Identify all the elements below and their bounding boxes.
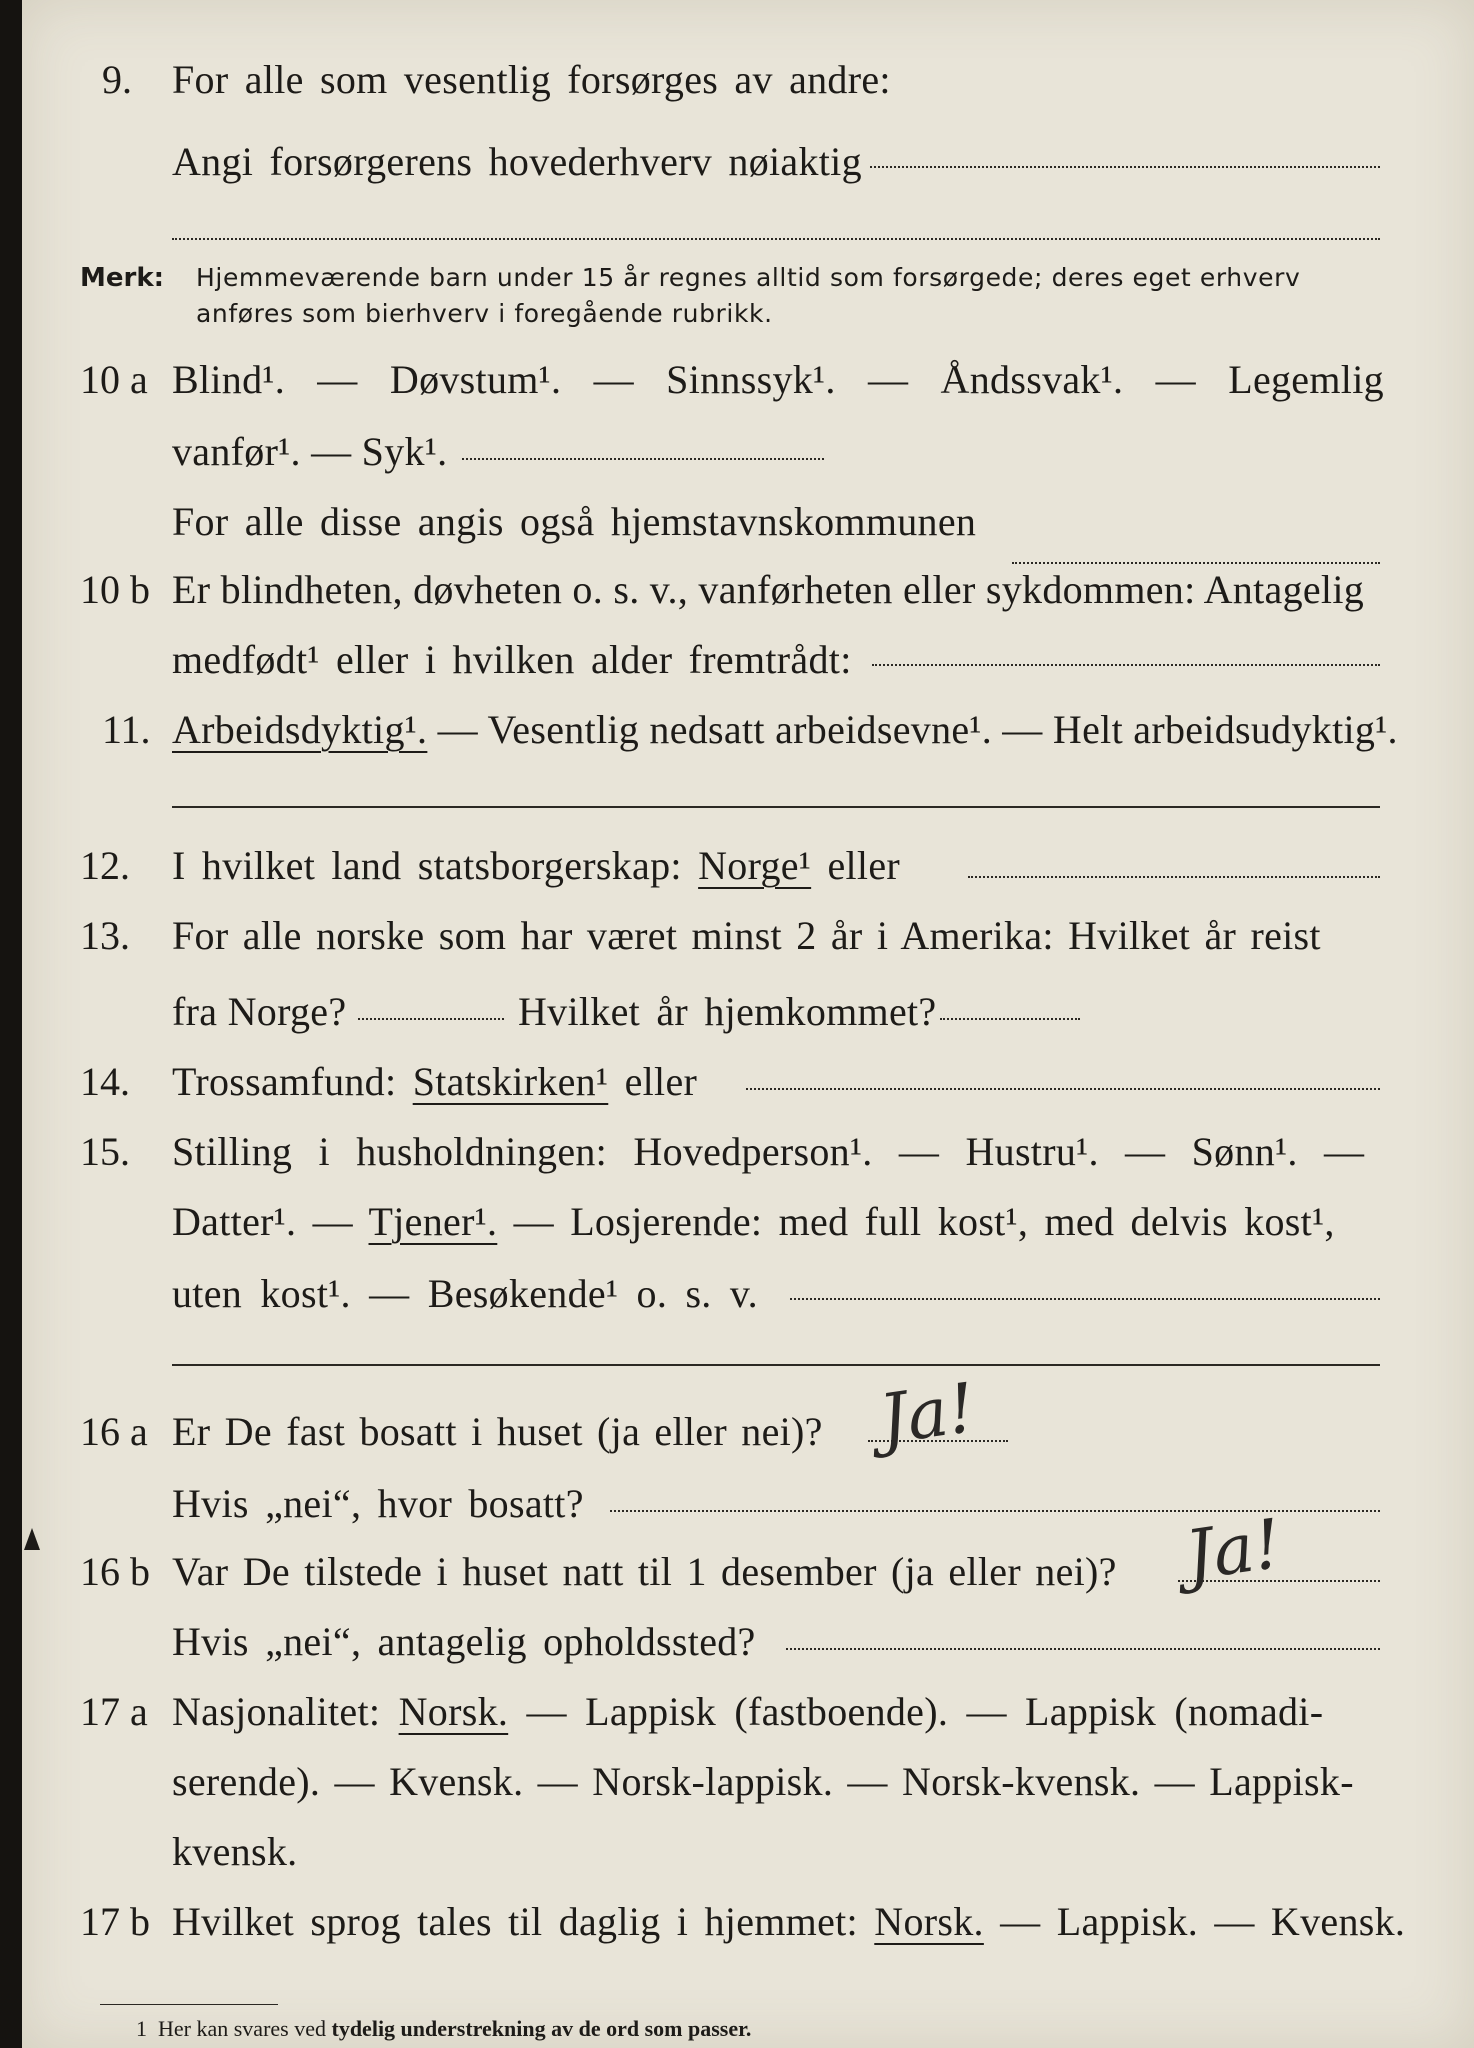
q15-line1: Stilling i husholdningen: Hovedperson¹. — Hustru¹. — Sønn¹. — <box>172 1129 1365 1174</box>
footnote-text: Her kan svares ved <box>158 2016 326 2041</box>
q17a-underlined-answer[interactable]: Norsk. <box>398 1689 509 1734</box>
q10a-line3: For alle disse angis også hjemstavnskommunen <box>172 499 977 544</box>
q15-lodger: — Losjerende: med full kost¹, med delvis kost¹, <box>497 1199 1335 1244</box>
q17b-number: 17 b <box>80 1899 150 1944</box>
q16b-handwritten-answer: Ja! <box>1180 1504 1287 1597</box>
q14-or: eller <box>608 1059 698 1104</box>
footnote-mark: 1 <box>136 2016 147 2041</box>
q15-line2 <box>172 1198 1335 1246</box>
q14-answer-line[interactable] <box>746 1088 1380 1090</box>
q17a-nationality: Nasjonalitet: <box>172 1689 399 1734</box>
q10b-number: 10 b <box>80 567 150 612</box>
q15-underlined-answer[interactable]: Tjener¹. <box>368 1199 498 1244</box>
q11-number: 11. <box>102 707 151 752</box>
q15-number: 15. <box>80 1129 130 1174</box>
q16b-line1: Var De tilstede i huset natt til 1 desember (ja eller nei)? <box>172 1549 1117 1594</box>
q17b-underlined-answer[interactable]: Norsk. <box>874 1899 984 1944</box>
q17a-line3: kvensk. <box>172 1829 298 1874</box>
q13-year-returned-line[interactable] <box>940 1018 1080 1020</box>
merk-line2: anføres som bierhverv i foregående rubrikk. <box>196 299 773 328</box>
q14-question: Trossamfund: <box>172 1059 413 1104</box>
q9-line2: Angi forsørgerens hovederhverv nøiaktig <box>172 139 862 184</box>
q10a-number: 10 a <box>80 357 148 402</box>
q12-underlined-answer[interactable]: Norge¹ <box>698 843 812 888</box>
q9-answer-line-2[interactable] <box>172 238 1380 240</box>
q14-text <box>172 1058 697 1106</box>
q16a-handwritten-answer: Ja! <box>874 1368 981 1461</box>
q17b-options: — Lappisk. — Kvensk. <box>983 1899 1406 1944</box>
q10a-line1: Blind¹. — Døvstum¹. — Sinnssyk¹. — Åndssvak¹. — Legemlig <box>172 357 1384 402</box>
q10b-line2: medfødt¹ eller i hvilken alder fremtrådt: <box>172 637 852 682</box>
q15-daughter: Datter¹. — <box>172 1199 369 1244</box>
q16a-line1: Er De fast bosatt i huset (ja eller nei)? <box>172 1409 823 1454</box>
q17a-line2: serende). — Kvensk. — Norsk-lappisk. — Norsk-kvensk. — Lappisk- <box>172 1759 1354 1804</box>
q9-answer-line-1[interactable] <box>870 166 1380 168</box>
q17a-number: 17 a <box>80 1689 148 1734</box>
q12-answer-line[interactable] <box>968 876 1380 878</box>
q9-line1: For alle som vesentlig forsørges av andre: <box>172 57 891 102</box>
q11-text <box>172 706 1398 754</box>
q16a-line2: Hvis „nei“, hvor bosatt? <box>172 1481 584 1526</box>
q11-options: — Vesentlig nedsatt arbeidsevne¹. — Helt arbeidsudyktig¹. <box>427 707 1398 752</box>
q14-underlined-answer[interactable]: Statskirken¹ <box>412 1059 609 1104</box>
footnote-rule <box>100 2004 278 2005</box>
q13-line2a: fra Norge? <box>172 989 347 1034</box>
q17b-text <box>172 1898 1405 1946</box>
footnote-bold-text: tydelig understrekning av de ord som passer. <box>331 2016 752 2041</box>
q16b-number: 16 b <box>80 1549 150 1594</box>
merk-label: Merk: <box>80 263 165 293</box>
q12-question: I hvilket land statsborgerskap: <box>172 843 699 888</box>
q12-number: 12. <box>80 843 130 888</box>
q12-or: eller <box>811 843 900 888</box>
q15-answer-line[interactable] <box>790 1298 1380 1300</box>
q15-line3: uten kost¹. — Besøkende¹ o. s. v. <box>172 1271 758 1316</box>
q10a-line2: vanfør¹. — Syk¹. <box>172 429 448 474</box>
q9-number: 9. <box>102 57 132 102</box>
merk-line1: Hjemmeværende barn under 15 år regnes alltid som forsørgede; deres eget erhverv <box>196 263 1301 292</box>
q10a-answer-line[interactable] <box>462 458 824 460</box>
q16b-line2: Hvis „nei“, antagelig opholdssted? <box>172 1619 756 1664</box>
q14-number: 14. <box>80 1059 130 1104</box>
q17a-options: — Lappisk (fastboende). — Lappisk (nomadi- <box>508 1689 1324 1734</box>
q13-line2b: Hvilket år hjemkommet? <box>518 989 937 1034</box>
q15-separator <box>172 1364 1380 1366</box>
q10a-hometown-line[interactable] <box>1012 562 1380 564</box>
footnote <box>136 2016 751 2042</box>
q13-year-left-line[interactable] <box>358 1018 504 1020</box>
q16a-number: 16 a <box>80 1409 148 1454</box>
q17a-line1 <box>172 1688 1323 1736</box>
q13-line1: For alle norske som har været minst 2 år i Amerika: Hvilket år reist <box>172 913 1321 958</box>
q16b-whereabouts-line[interactable] <box>786 1648 1380 1650</box>
q11-underlined-answer[interactable]: Arbeidsdyktig¹. <box>172 707 428 752</box>
q11-answer-line[interactable] <box>172 806 1380 808</box>
q13-number: 13. <box>80 913 130 958</box>
margin-tick-mark <box>24 1528 40 1550</box>
q17b-question: Hvilket sprog tales til daglig i hjemmet: <box>172 1899 875 1944</box>
q10b-answer-line[interactable] <box>872 664 1380 666</box>
q12-text <box>172 842 900 890</box>
q10b-line1: Er blindheten, døvheten o. s. v., vanførheten eller sykdommen: Antagelig <box>172 567 1365 612</box>
